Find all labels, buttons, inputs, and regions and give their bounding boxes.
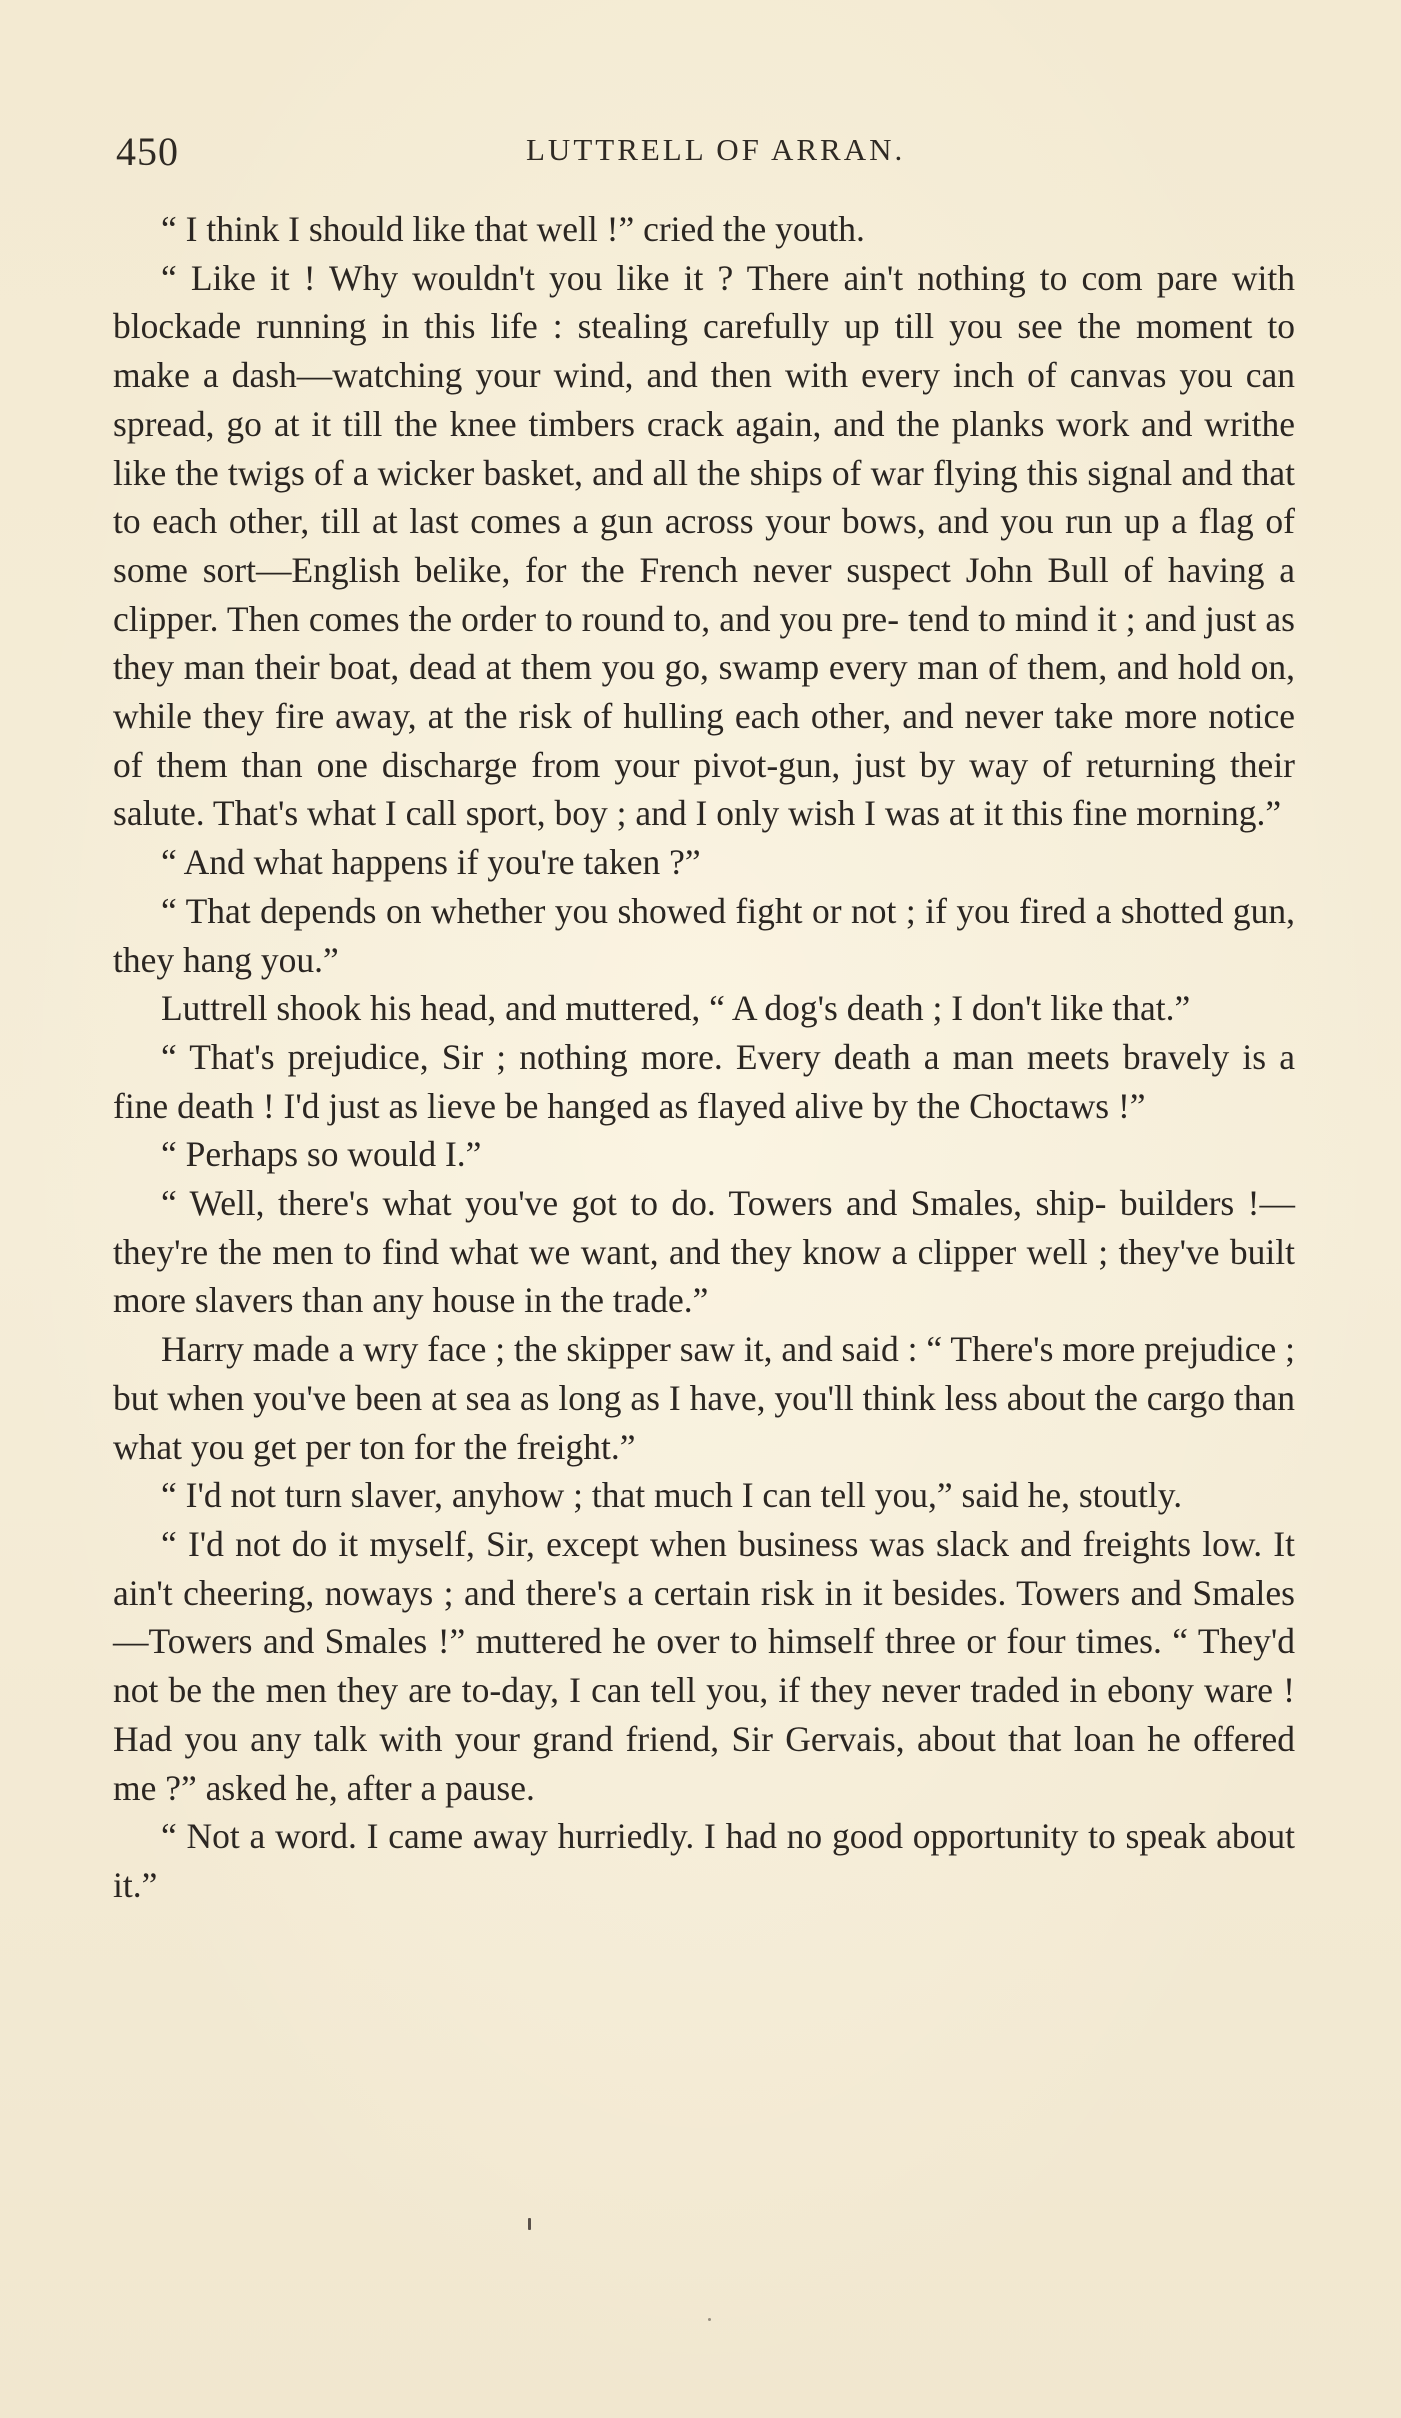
paragraph: “ I'd not do it myself, Sir, except when business was slack and freights low. It ain't cheering, noways ; and there's a certain risk in it besides. Towers and Smales—Towers and Smales !” muttered he over to himself three or four times. “ They'd not be the men they are to-day, I can tell you, if they never traded in ebony ware ! Had you any talk with your grand friend, Sir Gervais, about that loan he offered me ?” asked he, after a pause. <box>113 1523 1295 1808</box>
paragraph: “ Perhaps so would I.” <box>161 1134 482 1175</box>
running-title: LUTTRELL OF ARRAN. <box>526 132 906 167</box>
paragraph: Luttrell shook his head, and muttered, “ A dog's death ; I don't like that.” <box>161 988 1191 1029</box>
page-number: 450 <box>116 129 179 174</box>
paragraph: “ That depends on whether you showed fight or not ; if you fired a shotted gun, they hang you.” <box>113 890 1295 980</box>
paragraph: “ I think I should like that well !” cried the youth. <box>161 209 865 249</box>
running-header <box>116 128 1296 188</box>
paragraph: “ Not a word. I came away hurriedly. I had no good opportunity to speak about it.” <box>113 1816 1295 1905</box>
paragraph: “ That's prejudice, Sir ; nothing more. Every death a man meets bravely is a fine death ! I'd just as lieve be hanged as flayed alive by the Choctaws !” <box>113 1036 1295 1126</box>
paragraph: “ Like it ! Why wouldn't you like it ? There ain't nothing to com pare with blockade running in this life : stealing carefully up till you see the moment to make a dash—watching your wind, and then with every inch of canvas you can spread, go at it till the knee timbers crack again, and the planks work and writhe like the twigs of a wicker basket, and all the ships of war flying this signal and that to each other, till at last comes a gun across your bows, and you run up a flag of some sort—English belike, for the French never suspect John Bull of having a clipper. Then comes the order to round to, and you pre- tend to mind it ; and just as they man their boat, dead at them you go, swamp every man of them, and hold on, while they fire away, at the risk of hulling each other, and never take more notice of them than one discharge from your pivot-gun, just by way of returning their salute. That's what I call sport, boy ; and I only wish I was at it this fine morning.” <box>113 257 1295 834</box>
body-text <box>113 205 1295 1910</box>
paper-speck <box>708 2318 711 2321</box>
paragraph: “ And what happens if you're taken ?” <box>161 842 701 883</box>
paper-speck <box>528 2218 531 2230</box>
paragraph: Harry made a wry face ; the skipper saw it, and said : “ There's more prejudice ; but when you've been at sea as long as I have, you'll think less about the cargo than what you get per ton for the freight.” <box>113 1329 1295 1467</box>
paragraph: “ I'd not turn slaver, anyhow ; that much I can tell you,” said he, stoutly. <box>161 1475 1183 1516</box>
paragraph: “ Well, there's what you've got to do. Towers and Smales, ship- builders !—they're the men to find what we want, and they know a clipper well ; they've built more slavers than any house in the trade.” <box>113 1183 1295 1321</box>
